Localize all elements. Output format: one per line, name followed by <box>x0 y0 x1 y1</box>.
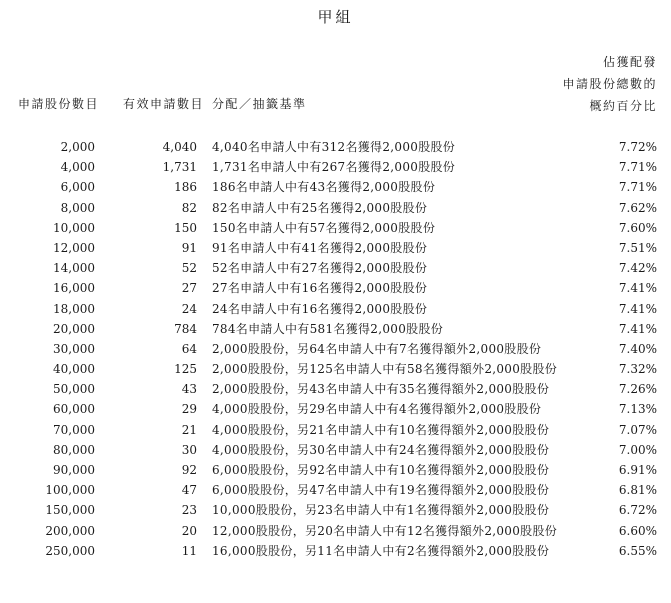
cell-percentage: 6.60% <box>618 523 657 538</box>
table-row <box>0 218 671 238</box>
cell-valid-applications: 11 <box>181 543 197 558</box>
cell-percentage: 7.60% <box>618 220 657 235</box>
table-row <box>0 379 671 399</box>
table-row <box>0 299 671 319</box>
table-row <box>0 460 671 480</box>
header-valid-applications: 有效申請數目 <box>123 97 205 111</box>
cell-shares-applied: 90,000 <box>53 463 95 477</box>
table-row <box>0 339 671 359</box>
cell-percentage: 7.51% <box>618 240 657 255</box>
cell-valid-applications: 30 <box>181 442 197 457</box>
cell-allocation-basis: 4,040名申請人中有312名獲得2,000股股份 <box>212 140 456 154</box>
header-shares-applied: 申請股份數目 <box>18 97 100 111</box>
table-row <box>0 137 671 157</box>
table-row <box>0 480 671 500</box>
cell-allocation-basis: 27名申請人中有16名獲得2,000股股份 <box>212 281 428 296</box>
cell-percentage: 7.41% <box>618 281 657 296</box>
cell-percentage: 7.07% <box>618 422 657 437</box>
cell-shares-applied: 14,000 <box>53 261 95 276</box>
cell-shares-applied: 60,000 <box>53 402 95 417</box>
cell-shares-applied: 20,000 <box>53 321 95 336</box>
cell-valid-applications: 784 <box>174 321 197 336</box>
cell-percentage: 7.71% <box>618 160 657 175</box>
cell-allocation-basis: 24名申請人中有16名獲得2,000股股份 <box>212 301 428 316</box>
cell-allocation-basis: 784名申請人中有581名獲得2,000股股份 <box>212 321 444 336</box>
table-row <box>0 258 671 278</box>
cell-allocation-basis: 150名申請人中有57名獲得2,000股股份 <box>212 220 436 235</box>
cell-shares-applied: 80,000 <box>53 442 95 457</box>
cell-shares-applied: 12,000 <box>53 240 95 255</box>
table-row <box>0 198 671 218</box>
cell-allocation-basis: 2,000股股份，另43名申請人中有35名獲得額外2,000股股份 <box>212 382 550 397</box>
table-row <box>0 177 671 197</box>
table-row <box>0 440 671 460</box>
header-percentage-line1: 佔獲配發 <box>602 55 657 69</box>
cell-valid-applications: 1,731 <box>162 160 197 175</box>
cell-valid-applications: 4,040 <box>162 140 197 154</box>
cell-valid-applications: 82 <box>181 200 197 215</box>
cell-allocation-basis: 186名申請人中有43名獲得2,000股股份 <box>212 180 436 195</box>
cell-allocation-basis: 4,000股股份，另21名申請人中有10名獲得額外2,000股股份 <box>212 422 550 437</box>
header-allocation-basis: 分配／抽籤基準 <box>212 97 307 111</box>
table-row <box>0 319 671 339</box>
cell-shares-applied: 18,000 <box>53 301 95 316</box>
cell-allocation-basis: 82名申請人中有25名獲得2,000股股份 <box>212 200 428 215</box>
cell-percentage: 6.55% <box>618 543 657 558</box>
cell-allocation-basis: 2,000股股份，另125名申請人中有58名獲得額外2,000股股份 <box>212 362 558 377</box>
cell-valid-applications: 47 <box>181 483 197 498</box>
cell-percentage: 7.40% <box>618 341 657 356</box>
cell-percentage: 7.41% <box>618 301 657 316</box>
cell-percentage: 7.62% <box>618 200 657 215</box>
cell-valid-applications: 24 <box>181 301 197 316</box>
cell-shares-applied: 2,000 <box>60 140 95 154</box>
cell-allocation-basis: 4,000股股份，另29名申請人中有4名獲得額外2,000股股份 <box>212 402 542 417</box>
cell-valid-applications: 23 <box>181 503 197 518</box>
cell-valid-applications: 52 <box>181 261 197 276</box>
cell-valid-applications: 91 <box>181 240 197 255</box>
cell-valid-applications: 27 <box>181 281 197 296</box>
cell-allocation-basis: 4,000股股份，另30名申請人中有24名獲得額外2,000股股份 <box>212 442 550 457</box>
cell-percentage: 7.32% <box>618 362 657 377</box>
cell-allocation-basis: 10,000股股份，另23名申請人中有1名獲得額外2,000股股份 <box>212 503 550 518</box>
cell-allocation-basis: 16,000股股份，另11名申請人中有2名獲得額外2,000股股份 <box>212 543 550 558</box>
table-row <box>0 500 671 520</box>
cell-shares-applied: 16,000 <box>53 281 95 296</box>
cell-percentage: 7.13% <box>618 402 657 417</box>
table-row <box>0 157 671 177</box>
cell-valid-applications: 92 <box>181 463 197 477</box>
cell-allocation-basis: 1,731名申請人中有267名獲得2,000股股份 <box>212 160 456 175</box>
cell-shares-applied: 70,000 <box>53 422 95 437</box>
cell-percentage: 7.00% <box>618 442 657 457</box>
cell-valid-applications: 20 <box>181 523 197 538</box>
cell-percentage: 6.81% <box>618 483 657 498</box>
cell-allocation-basis: 2,000股股份，另64名申請人中有7名獲得額外2,000股股份 <box>212 341 542 356</box>
header-percentage-line3: 概約百分比 <box>589 99 657 113</box>
header-percentage <box>562 51 657 117</box>
table-row <box>0 541 671 561</box>
table-row <box>0 420 671 440</box>
cell-allocation-basis: 91名申請人中有41名獲得2,000股股份 <box>212 240 428 255</box>
cell-valid-applications: 186 <box>174 180 197 195</box>
table-title: 甲組 <box>317 8 354 26</box>
cell-allocation-basis: 6,000股股份，另47名申請人中有19名獲得額外2,000股股份 <box>212 483 550 498</box>
cell-valid-applications: 21 <box>181 422 197 437</box>
cell-shares-applied: 250,000 <box>45 543 95 558</box>
cell-percentage: 7.72% <box>618 140 657 154</box>
cell-percentage: 7.26% <box>618 382 657 397</box>
cell-shares-applied: 100,000 <box>45 483 95 498</box>
table-row <box>0 278 671 298</box>
cell-percentage: 7.41% <box>618 321 657 336</box>
table-row <box>0 359 671 379</box>
table-row <box>0 399 671 419</box>
allocation-table <box>0 137 671 561</box>
cell-shares-applied: 200,000 <box>45 523 95 538</box>
cell-valid-applications: 29 <box>181 402 197 417</box>
table-row <box>0 238 671 258</box>
table-row <box>0 521 671 541</box>
cell-shares-applied: 30,000 <box>53 341 95 356</box>
cell-shares-applied: 6,000 <box>60 180 95 195</box>
cell-shares-applied: 8,000 <box>60 200 95 215</box>
cell-shares-applied: 4,000 <box>60 160 95 175</box>
cell-shares-applied: 50,000 <box>53 382 95 397</box>
header-percentage-line2: 申請股份總數的 <box>562 77 657 91</box>
cell-percentage: 6.72% <box>618 503 657 518</box>
cell-allocation-basis: 6,000股股份，另92名申請人中有10名獲得額外2,000股股份 <box>212 463 550 477</box>
cell-valid-applications: 125 <box>174 362 197 377</box>
cell-allocation-basis: 12,000股股份，另20名申請人中有12名獲得額外2,000股股份 <box>212 523 558 538</box>
cell-valid-applications: 150 <box>174 220 197 235</box>
cell-allocation-basis: 52名申請人中有27名獲得2,000股股份 <box>212 261 428 276</box>
cell-valid-applications: 64 <box>181 341 197 356</box>
cell-percentage: 7.71% <box>618 180 657 195</box>
cell-percentage: 6.91% <box>618 463 657 477</box>
cell-shares-applied: 150,000 <box>45 503 95 518</box>
cell-shares-applied: 40,000 <box>53 362 95 377</box>
cell-percentage: 7.42% <box>618 261 657 276</box>
cell-shares-applied: 10,000 <box>53 220 95 235</box>
cell-valid-applications: 43 <box>181 382 197 397</box>
